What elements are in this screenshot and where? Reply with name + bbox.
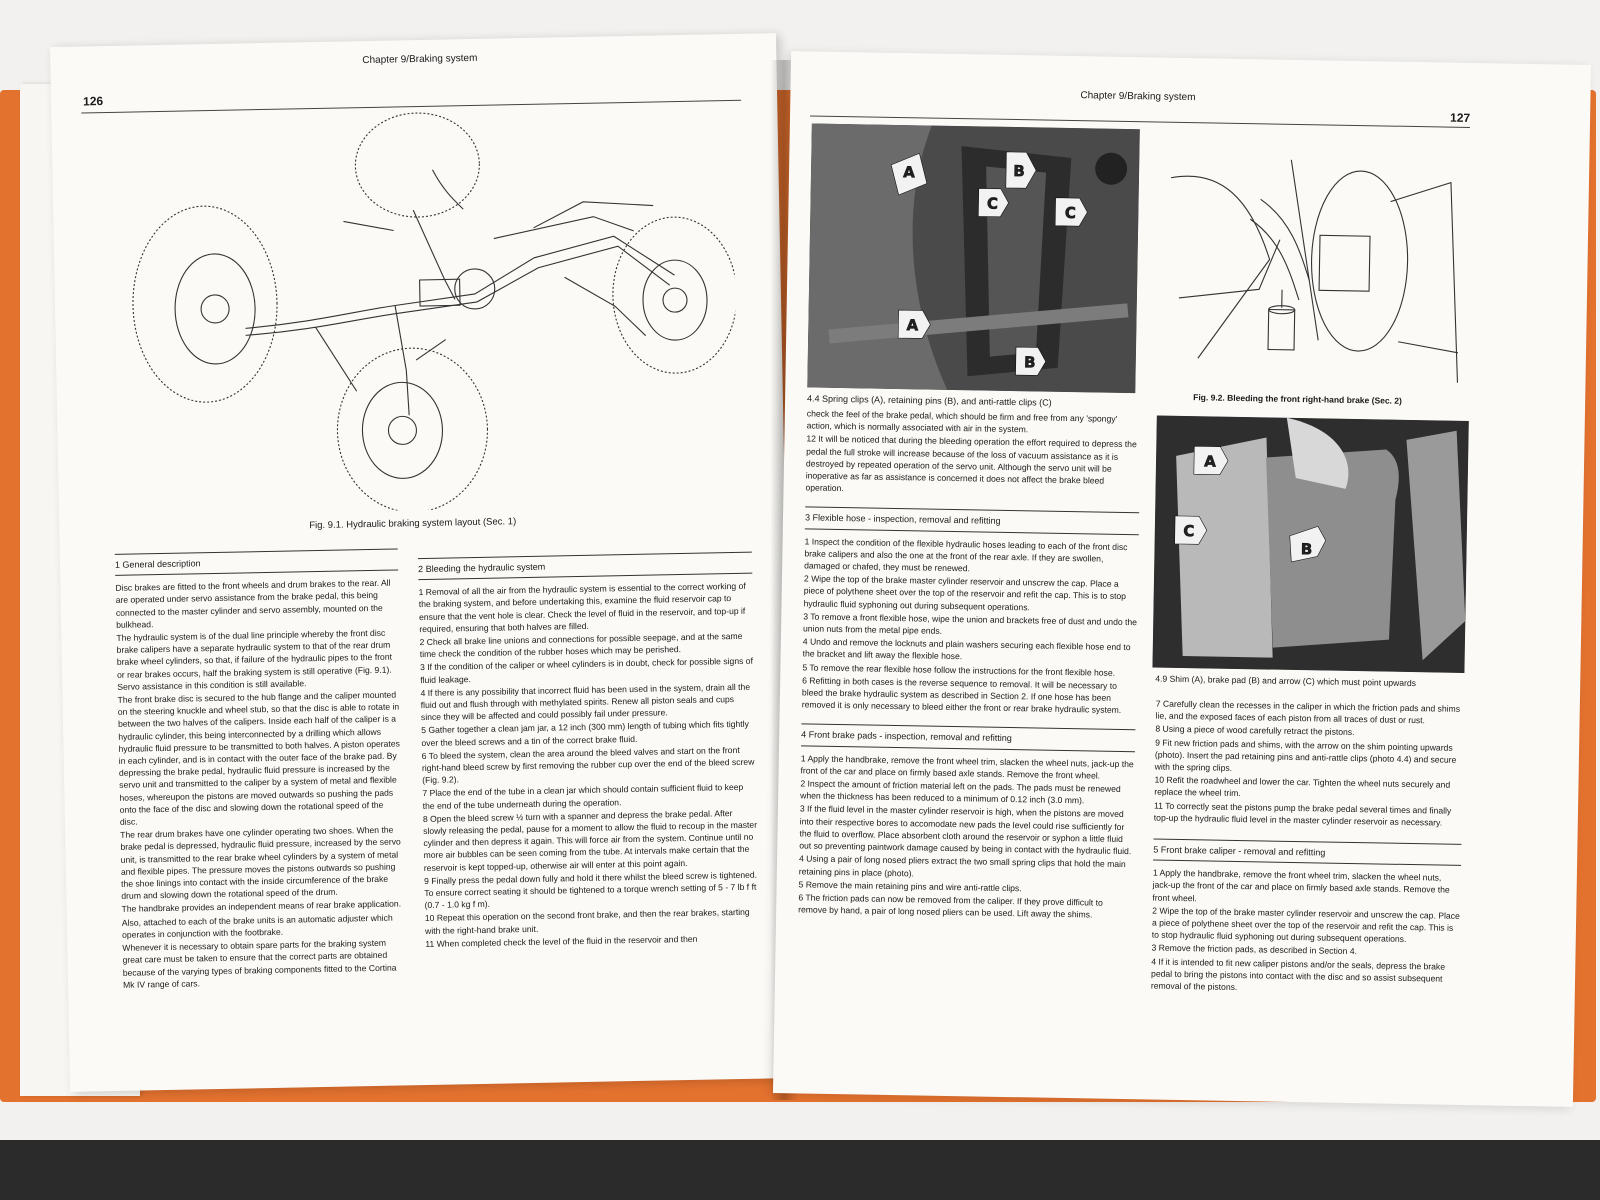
figure-caption: Fig. 9.1. Hydraulic braking system layout (Sec. 1) (309, 516, 517, 532)
table-edge (0, 1140, 1600, 1200)
paragraph: 3 To remove a front flexible hose, wipe the union and brackets free of dust and undo the union nuts from the metal pipe ends. (802, 611, 1138, 636)
paragraph: 10 Repeat this operation on the second front brake, and then the rear brakes, starting with the right-hand brake unit. (424, 907, 750, 936)
paragraph: The front brake disc is secured to the hub flange and the caliper mounted on the steering knuckle and wheel stub, so that the disc is able to rotate in between the two halves of the calipers. Inside each half of the caliper is a hydraulic cylinder, this being interconnected by a drilling which allows hydraulic fluid pressure to be transmitted to both halves. A piston operates in each cylinder, and is in contact with the outer face of the brake pad. By depressing the brake pedal, hydraulic fluid pressure is increased by the servo unit and transmitted to the caliper by a system of metal and flexible hoses, whereupon the pistons are moved outwards so pushing the pads onto the face of the disc and slowing down the rotational speed of the disc. (117, 689, 400, 827)
page-number: 127 (1449, 110, 1471, 125)
photo-label: A (903, 163, 916, 182)
section-heading: 2 Bleeding the hydraulic system (418, 552, 752, 581)
right-column-2 (1151, 698, 1464, 999)
paragraph: 1 Apply the handbrake, remove the front wheel trim, slacken the wheel nuts, jack-up the front of the car and place on firmly based axle stands. Remove the front wheel. (1152, 867, 1450, 903)
paragraph: 8 Using a piece of wood carefully retract the pistons. (1155, 723, 1355, 738)
chapter-header: Chapter 9/Braking system (362, 52, 478, 67)
hydraulic-system-illustration (111, 104, 739, 516)
paragraph: 6 The friction pads can now be removed from the caliper. If they prove difficult to remove by hand, a pair of long nosed pliers can be used. Lift away the shims. (798, 892, 1103, 920)
paragraph: 1 Removal of all the air from the hydraulic system is essential to the correct working of the braking system, and before undertaking this, examine the fluid reservoir cap to ensure that the vent hole is clear. Check the level of fluid in the reservoir, and top-up if required, ensuring that both halves are filled. (418, 581, 746, 634)
section-heading: 4 Front brake pads - inspection, removal and refitting (801, 724, 1135, 752)
paragraph: 2 Wipe the top of the brake master cylinder reservoir and unscrew the cap. Place a piece of polythene sheet over the top of the reservoir and refit the cap. This is to stop hydraulic fluid syphoning out during subsequent operations. (803, 573, 1127, 612)
section-heading: 1 General description (115, 548, 398, 576)
photo-label: C (1183, 522, 1195, 541)
photo-label: B (1300, 540, 1313, 559)
paragraph: 11 To correctly seat the pistons pump the brake pedal several times and finally top-up the hydraulic fluid level in the master cylinder reservoir as necessary. (1153, 800, 1452, 828)
paragraph: 9 Fit new friction pads and shims, with the arrow on the shim pointing upwards (photo). Insert the pad retaining pins and anti-rattle clips (photo 4.4) and secure with the spring clips. (1154, 737, 1457, 773)
paragraph: 5 Gather together a clean jam jar, a 12 inch (300 mm) length of tubing which fits tightly over the bleed screws and a tin of the correct brake fluid. (421, 719, 749, 748)
paragraph: 2 Inspect the amount of friction material left on the pads. The pads must be renewed when the thickness has been reduced to a minimum of 0.12 inch (3.0 mm). (800, 778, 1121, 806)
section-heading: 3 Flexible hose - inspection, removal and refitting (805, 507, 1139, 535)
right-page (773, 51, 1591, 1107)
section-2-column (418, 552, 759, 951)
photo-label: A (906, 316, 919, 335)
paragraph: Whenever it is necessary to obtain spare parts for the braking system great care must be taken to ensure that the correct parts are obtained because of the varying types of braking components fitted to the Cortina Mk IV range of cars. (122, 937, 397, 990)
photo-label: A (1204, 452, 1217, 471)
paragraph: 1 Inspect the condition of the flexible hydraulic hoses leading to each of the front disc brake calipers and also the one at the front of the rear axle. If they are swollen, damaged or chafed, they must be renewed. (804, 536, 1128, 574)
photo-shim-and-pad (1152, 416, 1468, 673)
paragraph: 3 If the condition of the caliper or wheel cylinders is in doubt, check for possible signs of fluid leakage. (419, 656, 754, 685)
paragraph: 8 Open the bleed screw ½ turn with a spanner and depress the brake pedal. After slowly releasing the pedal, pause for a moment to allow the fluid to recoup in the master cylinder and then depress it again. This will force air from the system. Continue until no more air bubbles can be seen coming from the tube. At intervals make certain that the reservoir is kept topped-up, otherwise air will enter at this point again. (422, 807, 758, 873)
paragraph: 7 Carefully clean the recesses in the caliper in which the friction pads and shims lie, and the exposed faces of each piston from all traces of dust or rust. (1155, 698, 1461, 726)
photo-label: C (986, 194, 999, 213)
paragraph: 9 Finally press the pedal down fully and hold it there whilst the bleed screw is tightened. To ensure correct seating it should be tightened to a torque wrench setting of 5 - 7 lb f ft (0.7 - 1.0 kg f m). (424, 869, 758, 911)
paragraph: 5 Remove the main retaining pins and wire anti-rattle clips. (798, 879, 1022, 893)
section-heading: 5 Front brake caliper - removal and refitting (1153, 839, 1461, 867)
photo-brake-pads (807, 123, 1140, 393)
left-page (50, 33, 796, 1092)
paragraph: 12 It will be noticed that during the bleeding operation the effort required to depress the pedal the full stroke will increase because of the loss of vacuum assistance as it is destroyed by repeated operation of the servo unit. Although the servo unit will be inoperative as far as assistance is concerned it does not affect the brake bleed operation. (805, 433, 1137, 494)
paragraph: 5 To remove the rear flexible hose follow the instructions for the front flexible hose. (802, 662, 1116, 678)
paragraph: 3 If the fluid level in the master cylinder reservoir is high, when the pistons are moved into their respective bores to accomodate new pads the level could rise sufficiently for the fluid to overflow. Place absorbent cloth around the reservoir or syphon a little fluid out so preventing paintwork damage caused by being in contact with the hydraulic fluid. (799, 803, 1132, 857)
paragraph: 6 Refitting in both cases is the reverse sequence to removal. It will be necessary to bleed the brake hydraulic system as described in Section 2. If one hose has been removed it is only necessary to bleed either the front or rear brake hydraulic system. (801, 675, 1122, 716)
section-1-column (115, 548, 406, 991)
bleeding-brake-illustration (1157, 138, 1471, 393)
paragraph: 2 Wipe the top of the brake master cylinder reservoir and unscrew the cap. Place a piece of polythene sheet over the top of the reservoir and refit the cap. This is to stop hydraulic fluid syphoning out during subsequent operations. (1151, 905, 1460, 945)
paragraph: 3 Remove the friction pads, as described in Section 4. (1151, 942, 1358, 957)
paragraph: The rear drum brakes have one cylinder operating two shoes. When the brake pedal is depressed, hydraulic fluid pressure, increased by the servo unit, is transmitted to the rear brake wheel cylinders by a system of metal and flexible pipes. The pressure moves the pistons outwards so pushing the shoe linings into contact with the inside circumference of the brake drum and slowing down the rotational speed of the drum. (120, 824, 401, 902)
photo-caption: 4.9 Shim (A), brake pad (B) and arrow (C) which must point upwards (1155, 673, 1417, 689)
paragraph: check the feel of the brake pedal, which should be firm and free from any 'spongy' action, which is normally associated with air in the system. (806, 408, 1118, 435)
paragraph: 2 Check all brake line unions and connections for possible seepage, and at the same time check the condition of the rubber hoses which may be perished. (419, 630, 743, 660)
paragraph: 4 If there is any possibility that incorrect fluid has been used in the system, drain all the fluid out and flush through with methylated spirits. Renew all piston seals and cups since they will be affected and could possibly fail under pressure. (420, 681, 751, 723)
paragraph: Also, attached to each of the brake units is an automatic adjuster which operates in conjunction with the footbrake. (121, 912, 393, 940)
paragraph: 4 If it is intended to fit new caliper pistons and/or the seals, depress the brake pedal to bring the pistons into contact with the disc and so assist subsequent removal of the pistons. (1150, 956, 1446, 993)
paragraph: The handbrake provides an independent means of rear brake application. (121, 898, 402, 915)
paragraph: 11 When completed check the level of the fluid in the reservoir and then (425, 933, 698, 949)
photo-caption: 4.4 Spring clips (A), retaining pins (B), and anti-rattle clips (C) (807, 393, 1052, 408)
paragraph: 10 Refit the roadwheel and lower the car. Tighten the wheel nuts securely and replace the wheel trim. (1154, 774, 1451, 799)
paragraph: 4 Undo and remove the locknuts and plain washers securing each flexible hose end to the bracket and lift away the flexible hose. (802, 636, 1131, 662)
page-number: 126 (82, 94, 104, 109)
right-column-1 (798, 407, 1141, 922)
photo-label: C (1064, 203, 1077, 223)
paragraph: 7 Place the end of the tube in a clean jar which should contain sufficient fluid to keep the end of the tube underneath during the operation. (422, 782, 744, 811)
paragraph: Disc brakes are fitted to the front wheels and drum brakes to the rear. All are operated under servo assistance from the brake pedal, this being connected to the master cylinder and servo assembly, mounted on the bulkhead. (115, 577, 391, 630)
paragraph: 1 Apply the handbrake, remove the front wheel trim, slacken the wheel nuts, jack-up the front of the car and place on firmly based axle stands. Remove the front wheel. (800, 753, 1134, 781)
photo-label: B (1013, 161, 1025, 181)
figure-caption: Fig. 9.2. Bleeding the front right-hand brake (Sec. 2) (1193, 392, 1402, 406)
paragraph: 6 To bleed the system, clean the area around the bleed valves and start on the front right-hand bleed screw by first removing the rubber cup over the end of the bleed screw (Fig. 9.2). (421, 744, 755, 786)
photo-label: B (1023, 353, 1036, 372)
paragraph: The hydraulic system is of the dual line principle whereby the front disc brake calipers have a separate hydraulic system to that of the rear drum brake wheel cylinders, so that, if failure of the hydraulic pipes to the front or rear brakes occurs, half the braking system is still operative (Fig. 9.1). Servo assistance in this condition is still available. (116, 627, 393, 692)
chapter-header: Chapter 9/Braking system (1080, 90, 1196, 104)
paragraph: 4 Using a pair of long nosed pliers extract the two small spring clips that hold the main retaining pins in place (photo). (798, 853, 1126, 878)
